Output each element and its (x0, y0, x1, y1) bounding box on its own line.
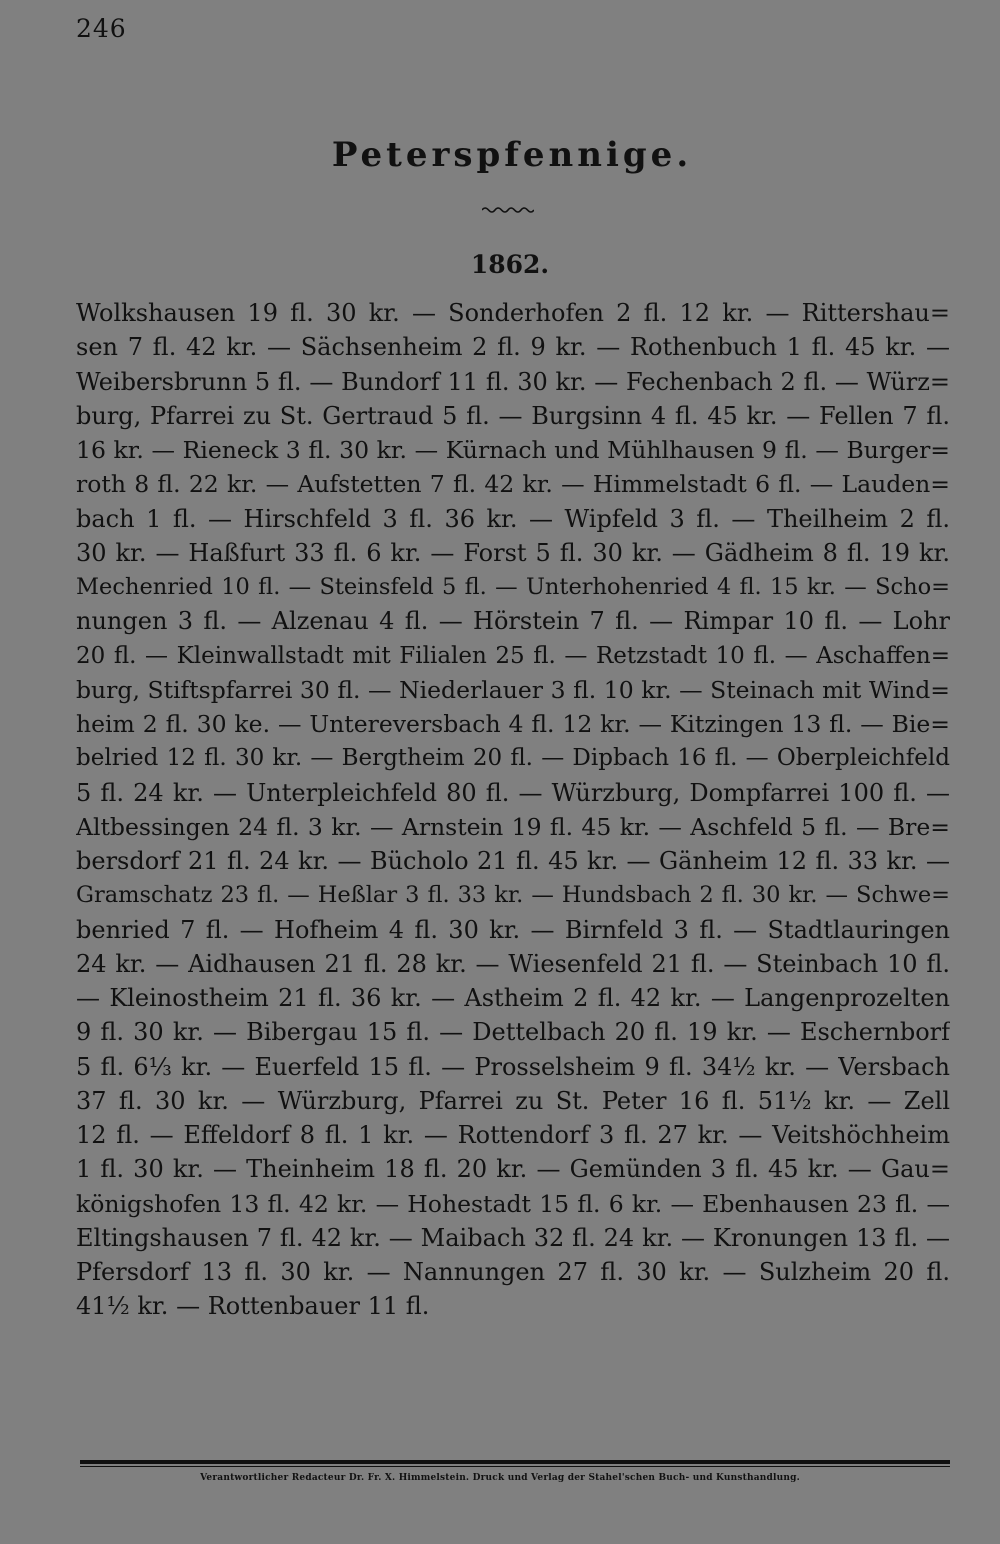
text-line: belried 12 fl. 30 kr. — Bergtheim 20 fl. — Dipbach 16 fl. — Oberpleichfeld (76, 745, 950, 772)
donation-list-paragraph (76, 296, 950, 1324)
text-line: 5 fl. 24 kr. — Unterpleichfeld 80 fl. — Würzburg, Dompfarrei 100 fl. — (76, 778, 950, 807)
text-line: 12 fl. — Effeldorf 8 fl. 1 kr. — Rottendorf 3 fl. 27 kr. — Veitshöchheim (76, 1121, 950, 1149)
text-line: Eltingshausen 7 fl. 42 kr. — Maibach 32 fl. 24 kr. — Kronungen 13 fl. — (76, 1223, 950, 1252)
text-line: 1 fl. 30 kr. — Theinheim 18 fl. 20 kr. — Gemünden 3 fl. 45 kr. — Gau= (76, 1155, 950, 1184)
footer-rule-thick (80, 1460, 950, 1464)
text-line: Altbessingen 24 fl. 3 kr. — Arnstein 19 fl. 45 kr. — Aschfeld 5 fl. — Bre= (76, 812, 950, 841)
text-line: 30 kr. — Haßfurt 33 fl. 6 kr. — Forst 5 fl. 30 kr. — Gädheim 8 fl. 19 kr. (76, 538, 950, 567)
footer-rule-thin (80, 1466, 950, 1467)
text-line: Weibersbrunn 5 fl. — Bundorf 11 fl. 30 kr. — Fechenbach 2 fl. — Würz= (76, 367, 950, 396)
text-line: königshofen 13 fl. 42 kr. — Hohestadt 15 fl. 6 kr. — Ebenhausen 23 fl. — (76, 1189, 950, 1218)
text-line: bach 1 fl. — Hirschfeld 3 fl. 36 kr. — Wipfeld 3 fl. — Theilheim 2 fl. (76, 504, 950, 533)
text-line: roth 8 fl. 22 kr. — Aufstetten 7 fl. 42 kr. — Himmelstadt 6 fl. — Lauden= (76, 470, 950, 499)
text-line: burg, Pfarrei zu St. Gertraud 5 fl. — Burgsinn 4 fl. 45 kr. — Fellen 7 fl. (76, 401, 950, 430)
text-line: Mechenried 10 fl. — Steinsfeld 5 fl. — Unterhohenried 4 fl. 15 kr. — Scho= (76, 574, 950, 600)
text-line: 20 fl. — Kleinwallstadt mit Filialen 25 fl. — Retzstadt 10 fl. — Aschaffen= (76, 642, 950, 669)
text-line: 37 fl. 30 kr. — Würzburg, Pfarrei zu St. Peter 16 fl. 51½ kr. — Zell (76, 1086, 950, 1115)
decorative-squiggle-divider (482, 205, 534, 215)
text-line: 9 fl. 30 kr. — Bibergau 15 fl. — Dettelbach 20 fl. 19 kr. — Eschernborf (76, 1018, 950, 1047)
text-line: Wolkshausen 19 fl. 30 kr. — Sonderhofen 2 fl. 12 kr. — Rittershau= (76, 299, 950, 327)
text-line: bersdorf 21 fl. 24 kr. — Bücholo 21 fl. 45 kr. — Gänheim 12 fl. 33 kr. — (76, 847, 950, 875)
text-line: 41½ kr. — Rottenbauer 11 fl. (76, 1292, 430, 1321)
text-line: Gramschatz 23 fl. — Heßlar 3 fl. 33 kr. — Hundsbach 2 fl. 30 kr. — Schwe= (76, 882, 950, 909)
text-line: 16 kr. — Rieneck 3 fl. 30 kr. — Kürnach und Mühlhausen 9 fl. — Burger= (76, 436, 950, 464)
text-line: heim 2 fl. 30 ke. — Untereversbach 4 fl. 12 kr. — Kitzingen 13 fl. — Bie= (76, 710, 950, 738)
text-line: — Kleinostheim 21 fl. 36 kr. — Astheim 2 fl. 42 kr. — Langenprozelten (76, 984, 950, 1012)
text-line: sen 7 fl. 42 kr. — Sächsenheim 2 fl. 9 kr. — Rothenbuch 1 fl. 45 kr. — (76, 333, 950, 362)
text-line: nungen 3 fl. — Alzenau 4 fl. — Hörstein 7 fl. — Rimpar 10 fl. — Lohr (76, 607, 950, 636)
text-line: burg, Stiftspfarrei 30 fl. — Niederlauer 3 fl. 10 kr. — Steinach mit Wind= (76, 675, 950, 704)
text-line: 24 kr. — Aidhausen 21 fl. 28 kr. — Wiesenfeld 21 fl. — Steinbach 10 fl. (76, 949, 950, 978)
page-number: 246 (76, 14, 127, 43)
page-title: Peterspfennige. (331, 135, 693, 175)
imprint-footer: Verantwortlicher Redacteur Dr. Fr. X. Himmelstein. Druck und Verlag der Stahel'schen Buch- und Kunsthandlung. (200, 1473, 800, 1483)
text-line: 5 fl. 6⅓ kr. — Euerfeld 15 fl. — Prosselsheim 9 fl. 34½ kr. — Versbach (76, 1052, 950, 1081)
text-line: Pfersdorf 13 fl. 30 kr. — Nannungen 27 fl. 30 kr. — Sulzheim 20 fl. (76, 1258, 950, 1286)
year-heading: 1862. (470, 250, 550, 279)
text-line: benried 7 fl. — Hofheim 4 fl. 30 kr. — Birnfeld 3 fl. — Stadtlauringen (76, 915, 950, 944)
